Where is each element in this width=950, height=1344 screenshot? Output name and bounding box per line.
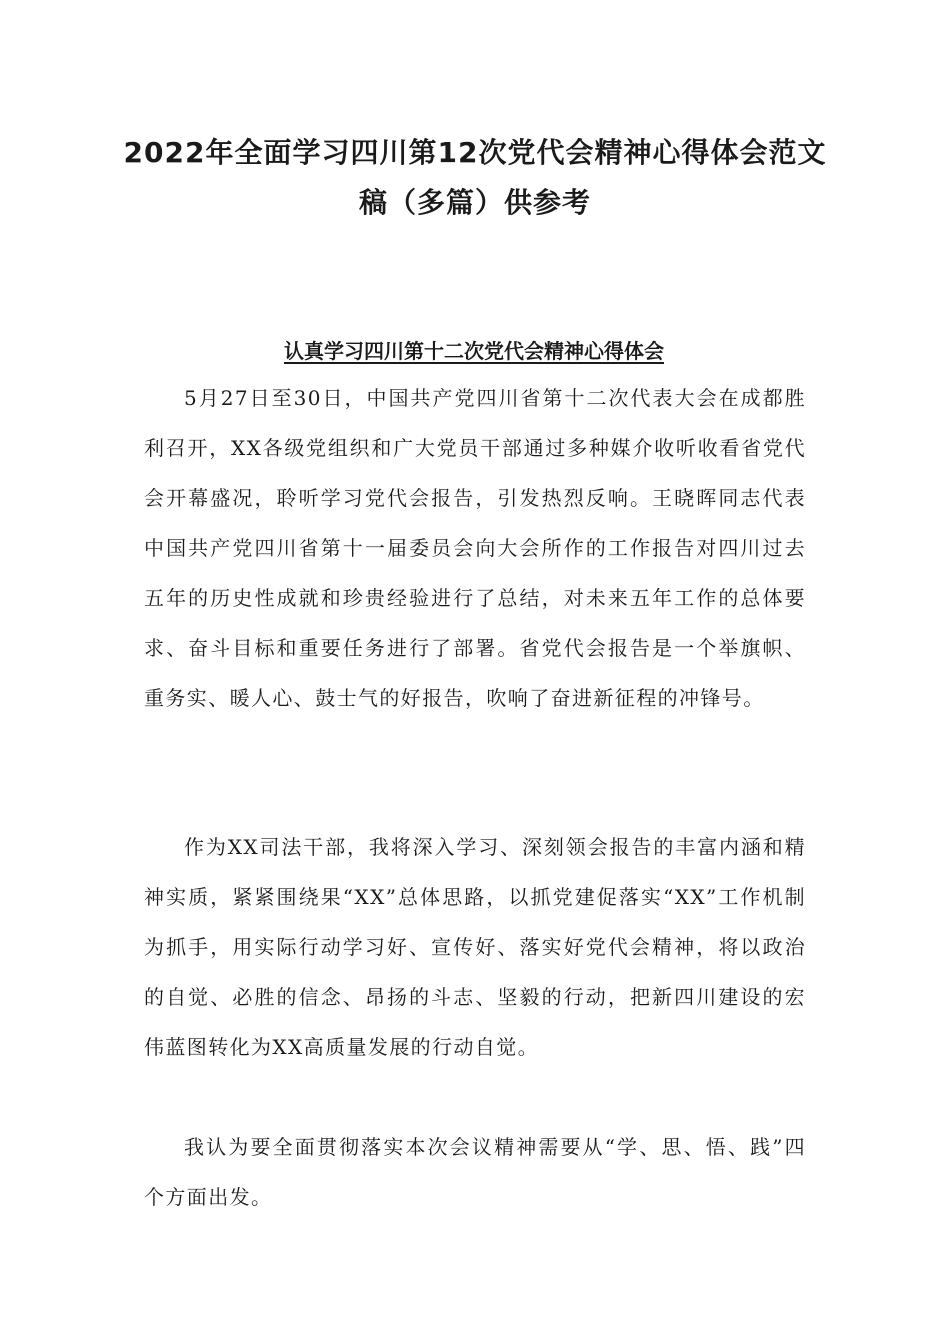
body-paragraph-1: 5月27日至30日，中国共产党四川省第十二次代表大会在成都胜利召开，XX各级党组织和广大党员干部通过多种媒介收听收看省党代会开幕盛况，聆听学习党代会报告，引发热烈反响。王晓晖同志代表中国共产党四川省第十一届委员会向大会所作的工作报告对四川过去五年的历史性成就和珍贵经验进行了总结，对未来五年工作的总体要求、奋斗目标和重要任务进行了部署。省党代会报告是一个举旗帜、重务实、暖人心、鼓士气的好报告，吹响了奋进新征程的冲锋号。 bbox=[144, 386, 806, 710]
body-paragraph-3: 我认为要全面贯彻落实本次会议精神需要从“学、思、悟、践”四个方面出发。 bbox=[144, 1135, 806, 1209]
section-heading: 认真学习四川第十二次党代会精神心得体会 bbox=[284, 339, 664, 363]
body-paragraph-2: 作为XX司法干部，我将深入学习、深刻领会报告的丰富内涵和精神实质，紧紧围绕果“XX”总体思路，以抓党建促落实“XX”工作机制为抓手，用实际行动学习好、宣传好、落实好党代会精神，将以政治的自觉、必胜的信念、昂扬的斗志、坚毅的行动，把新四川建设的宏伟蓝图转化为XX高质量发展的行动自觉。 bbox=[144, 835, 806, 1059]
document-title: 2022年全面学习四川第12次党代会精神心得体会范文稿（多篇）供参考 bbox=[123, 136, 827, 219]
